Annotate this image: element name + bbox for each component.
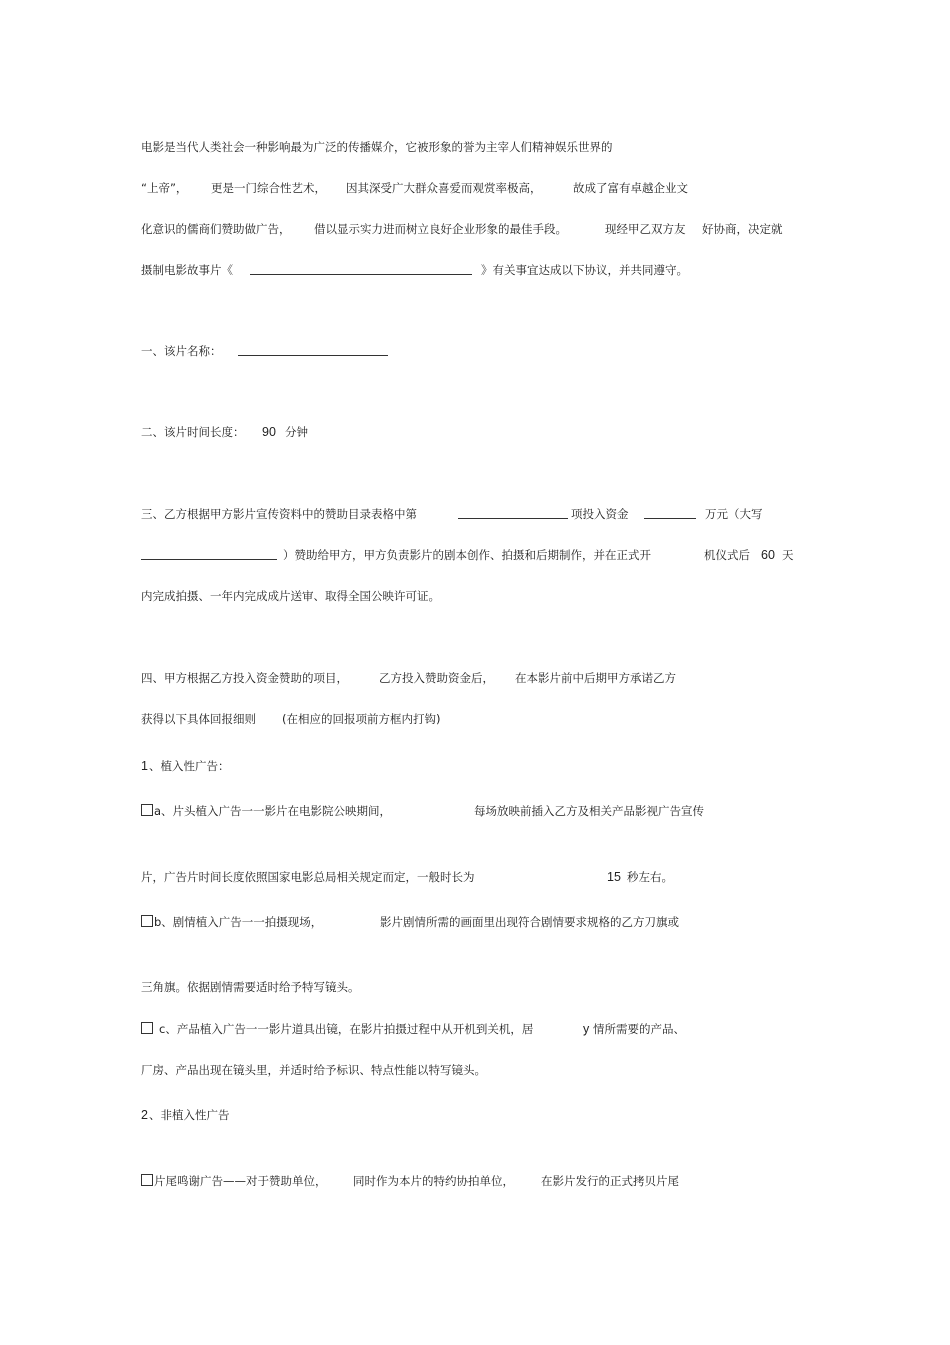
subsection-2-heading (141, 1107, 230, 1123)
option-text: 三角旗。依据剧情需要适时给予特写镜头。 (141, 980, 360, 994)
option-text: 影片剧情所需的画面里出现符合剧情要求规格的乙方刀旗或 (380, 915, 679, 929)
option-text: b、剧情植入广告一一拍摄现场， (154, 915, 323, 929)
checkbox-icon (141, 1022, 153, 1034)
option-b-line-1 (141, 914, 679, 930)
option-b-line-2 (141, 979, 360, 995)
subsection-number: 1 (141, 759, 148, 773)
option-c-line-1 (141, 1021, 685, 1037)
section-label: 二、该片时间长度： (141, 425, 245, 439)
amount-uppercase-blank (141, 547, 277, 560)
intro-text: 故成了富有卓越企业文 (573, 181, 688, 195)
section-text: 万元（大写 (705, 507, 763, 521)
intro-line-2 (141, 180, 688, 196)
subsection-1-heading (141, 758, 230, 774)
intro-text: 好协商，决定就 (702, 222, 783, 236)
section-text: 四、甲方根据乙方投入资金赞助的项目， (141, 671, 348, 685)
subsection-number: 2 (141, 1108, 148, 1122)
section-3-line-3 (141, 588, 440, 604)
option-text: 情所需要的产品、 (593, 1022, 685, 1036)
option-text: a、片头植入广告一一影片在电影院公映期间， (154, 804, 392, 818)
section-text: 天 (782, 548, 794, 562)
section-text: (在相应的回报项前方框内打钩) (282, 712, 441, 726)
intro-text: 电影是当代人类社会一种影响最为广泛的传播媒介，它被形象的誉为主宰人们精神娱乐世界的 (141, 140, 613, 154)
checkbox-icon (141, 1174, 153, 1186)
section-text: 机仪式后 (704, 548, 750, 562)
intro-line-3 (141, 221, 783, 237)
section-4-line-1 (141, 670, 676, 686)
intro-line-4 (141, 262, 688, 278)
option-d-checkbox[interactable] (141, 1173, 154, 1189)
section-3-line-2 (141, 547, 794, 563)
section-1-film-name (141, 343, 222, 359)
option-b-checkbox[interactable] (141, 914, 154, 930)
section-4-line-2 (141, 711, 441, 727)
option-a-line-1 (141, 803, 704, 819)
intro-text: 现经甲乙双方友 (605, 222, 686, 236)
section-text: ）赞助给甲方，甲方负责影片的剧本创作、拍摄和后期制作，并在正式开 (283, 548, 651, 562)
section-text: 乙方投入赞助资金后， (379, 671, 494, 685)
film-name-blank (238, 343, 388, 356)
intro-text: 更是一门综合性艺术， (211, 181, 326, 195)
option-text: 厂房、产品出现在镜头里，并适时给予标识、特点性能以特写镜头。 (141, 1063, 486, 1077)
intro-text: 》有关事宜达成以下协议，并共同遵守。 (481, 263, 688, 277)
option-text: 片，广告片时间长度依照国家电影总局相关规定而定，一般时长为 (141, 870, 475, 884)
duration-value: 90 (262, 425, 276, 439)
checkbox-icon (141, 804, 153, 816)
section-text: 项投入资金 (571, 507, 629, 521)
film-title-blank (250, 262, 472, 275)
option-text: 同时作为本片的特约协拍单位， (353, 1174, 514, 1188)
section-3-line-1 (141, 506, 763, 522)
option-c-checkbox[interactable] (141, 1021, 154, 1037)
option-d-line-1 (141, 1173, 679, 1189)
intro-text: 化意识的儒商们赞助做广告， (141, 222, 291, 236)
option-text: 每场放映前插入乙方及相关产品影视广告宣传 (474, 804, 704, 818)
option-a-line-2 (141, 869, 673, 885)
intro-text: 摄制电影故事片《 (141, 263, 233, 277)
option-c-line-2 (141, 1062, 486, 1078)
section-label: 一、该片名称： (141, 344, 222, 358)
section-text: 在本影片前中后期甲方承诺乙方 (515, 671, 676, 685)
section-text: 三、乙方根据甲方影片宣传资料中的赞助目录表格中第 (141, 507, 417, 521)
option-text: y (583, 1022, 590, 1036)
intro-text: 因其深受广大群众喜爱而观赏率极高， (346, 181, 542, 195)
option-text: 在影片发行的正式拷贝片尾 (541, 1174, 679, 1188)
checkbox-icon (141, 915, 153, 927)
subsection-heading: 、植入性广告： (149, 759, 230, 773)
amount-blank (644, 506, 696, 519)
intro-line-1 (141, 139, 613, 155)
section-text: 获得以下具体回报细则 (141, 712, 256, 726)
section-text: 内完成拍摄、一年内完成成片送审、取得全国公映许可证。 (141, 589, 440, 603)
option-text: 秒左右。 (627, 870, 673, 884)
subsection-heading: 、非植入性广告 (149, 1108, 230, 1122)
ad-seconds-value: 15 (607, 870, 621, 884)
item-number-blank (458, 506, 568, 519)
intro-text: “上帝”， (141, 181, 188, 195)
option-text: 片尾鸣谢广告——对于赞助单位， (154, 1174, 327, 1188)
section-2-duration (141, 424, 308, 440)
duration-unit: 分钟 (285, 425, 308, 439)
option-text: c、产品植入广告一一影片道具出镜，在影片拍摄过程中从开机到关机，居 (159, 1022, 534, 1036)
option-a-checkbox[interactable] (141, 803, 154, 819)
days-value: 60 (761, 548, 775, 562)
intro-text: 借以显示实力进而树立良好企业形象的最佳手段。 (314, 222, 567, 236)
